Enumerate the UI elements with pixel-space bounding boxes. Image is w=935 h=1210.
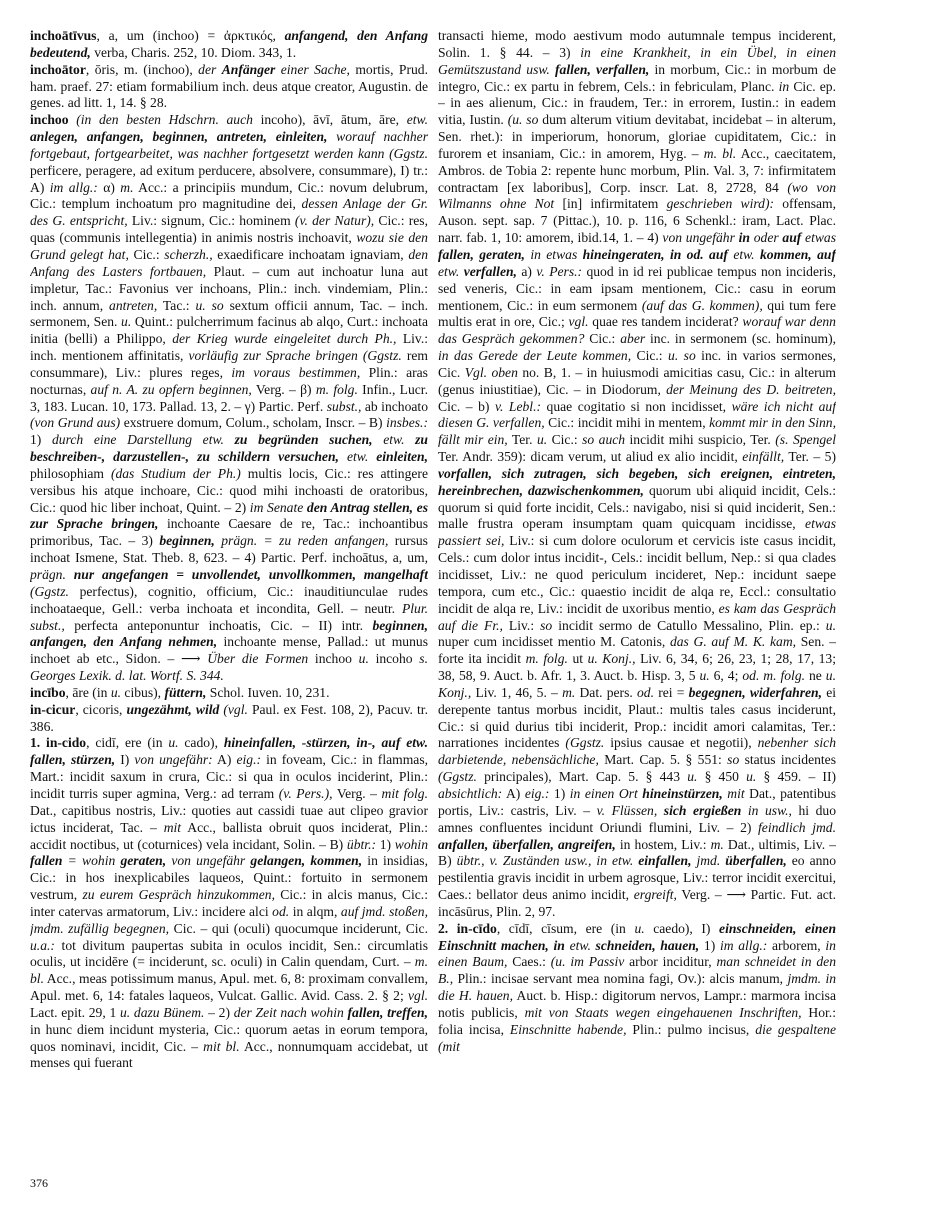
entry-text: u.	[699, 668, 710, 684]
entry-text: Plin.: incisae servant mea nomina fagi, Ov.): alcis manum,	[453, 971, 788, 987]
entry-text: geraten,	[120, 853, 167, 869]
entry-text: Sen. – forte ita incidit	[438, 634, 836, 667]
entry-text: in hostem, Liv.:	[615, 836, 711, 852]
entry-text: von ungefähr	[166, 853, 251, 869]
entry-text: u.	[634, 920, 645, 936]
entry-text: u.	[358, 651, 369, 667]
entry-text: mit bl.	[203, 1038, 240, 1054]
dictionary-entry	[438, 921, 836, 1056]
entry-text: (v. der Natur),	[294, 213, 375, 229]
entry-text: Anfänger	[221, 61, 276, 77]
entry-text: aber	[620, 331, 646, 347]
entry-text: vorläufig zur Sprache bringen (Ggstz.	[188, 348, 402, 364]
entry-text: u.	[536, 432, 548, 448]
entry-text: absichtlich:	[438, 785, 503, 801]
entry-text: zu eurem Gespräch hinzukommen,	[82, 887, 275, 903]
entry-text: α)	[97, 179, 121, 195]
entry-text: ei derepente tantus morbus incidit, Plaut.: multis tales casus inciderunt, Cic.: si quid durius tibi inciderit, Prop.: incidit amori calamitas, Ter.: narrationes incidentes	[438, 684, 836, 751]
entry-text: in usw.,	[741, 802, 792, 818]
entry-text: 1)	[30, 432, 52, 448]
entry-text: mit	[722, 785, 745, 801]
entry-text: auf jmd. stoßen, jmdm. zufällig begegnen,	[30, 903, 428, 936]
entry-text: v. Lebl.:	[494, 398, 542, 414]
entry-text: § 450	[697, 769, 747, 785]
entry-text: so auch	[582, 432, 626, 448]
entry-text: insbes.:	[386, 415, 428, 431]
entry-text: Verg. – β)	[251, 381, 316, 397]
entry-text: feindlich jmd.	[758, 819, 836, 835]
entry-text: Cic. – b)	[438, 398, 495, 414]
entry-text: in einen Ort	[569, 785, 643, 801]
left-column	[30, 28, 428, 1178]
entry-text: perfectus), cognitio, officium, Cic.: inauditiunculae rudes inchoataeque, Gell.: verba inchoata et incondita, Gell. – neutr.	[30, 583, 428, 616]
entry-text: A)	[212, 752, 237, 768]
entry-text: wäre ich nicht auf diesen G. verfallen,	[438, 398, 836, 431]
entry-text: etw.	[372, 432, 416, 448]
entry-text: Cic. – qui (oculi) quocumque inciderunt, Cic.	[169, 920, 428, 936]
entry-text: zu beschreiben-, darzustellen-, zu schildern versuchen,	[30, 432, 428, 465]
entry-text: transacti hieme, modo aestivum modo autumnale tempus inciderent, Solin. 1. § 44. – 3)	[438, 28, 836, 60]
entry-text: mortis, Prud. ham. praef. 27: etiam formabilium inch. deus atque creator, Augustin. de genes. ad litt. 1, 14. § 28.	[30, 61, 428, 111]
entry-text: a)	[516, 263, 537, 279]
entry-text: m.	[120, 179, 134, 195]
entry-text: (s. Spengel	[775, 432, 836, 448]
dictionary-entry	[30, 62, 428, 113]
entry-text: oder	[749, 230, 783, 246]
entry-text: od.	[636, 684, 654, 700]
entry-text: Plur. subst.,	[30, 600, 428, 633]
entry-text: mit	[163, 819, 182, 835]
entry-text: eig.:	[524, 785, 550, 801]
entry-text: incidit mihi suspicio, Ter.	[625, 432, 776, 448]
entry-text: man schneidet in den B.,	[438, 954, 836, 987]
entry-text: verba, Charis. 252, 10. Diom. 343, 1.	[90, 44, 297, 60]
entry-text: das G. auf M. K. kam,	[669, 634, 797, 650]
entry-text: Liv.: inch. mentionem affinitatis,	[30, 331, 428, 364]
entry-text: u.	[110, 684, 122, 700]
entry-text: (Ggstz.	[565, 735, 605, 751]
entry-text: übtr., v. Zuständen usw., in etw.	[456, 853, 639, 869]
entry-text: 1)	[699, 937, 720, 953]
entry-text: auf n. A. zu opfern beginnen,	[90, 381, 252, 397]
entry-text: von ungefähr	[662, 230, 739, 246]
entry-text: Paul. ex Fest. 108, 2), Pacuv. tr. 386.	[30, 701, 428, 734]
entry-text: u. Konj.,	[438, 668, 836, 700]
dictionary-entry	[30, 28, 428, 62]
entry-text: anlegen, anfangen, beginnen, antreten, einleiten,	[30, 129, 328, 145]
entry-text: Auct. b. Hisp.: digitorum nervos, Lampr.: marmora incisa notis publicis,	[438, 988, 836, 1020]
entry-text: Dat., patentibus portis, Liv.: castris, Liv. –	[438, 785, 836, 818]
entry-text: ergreift,	[633, 887, 677, 903]
entry-text: u.a.:	[30, 937, 55, 953]
entry-text: arbor inciditur,	[624, 954, 717, 970]
entry-text: fallen, verfallen,	[555, 61, 650, 77]
entry-text: geschrieben wird):	[666, 196, 774, 212]
entry-text: u.	[825, 617, 836, 633]
entry-text: (u. im Passiv	[550, 954, 625, 970]
entry-text: od.	[272, 903, 290, 919]
lemma-headword: 2. in-cīdo	[438, 920, 497, 936]
entry-text: Liv.: si cum dolore oculorum et cervicis iste casus incidit, Cels.: cum dolor intus incidit-, Cels.: incidit bellum, Nep.: si qua clades incidisset, Liv.: ne quod periculum incideret, Nep.: incidunt saepe tempora, cum etc., Cic.: quaestio incidit de alqa re, Eccl.: consultatio incidit de alqa re, Liv.: incidit de uxoribus mentio,	[438, 533, 836, 616]
entry-text: Verg. – ⟶ Partic. Fut. act. incāsūrus, Plin. 2, 97.	[438, 887, 836, 919]
entry-text: von ungefähr:	[134, 752, 213, 768]
entry-text: Tac.:	[157, 297, 196, 313]
entry-text: offensam, Auson. sept. sap. 7 (Pittac.), 10. p. 116, 6 Schenkl.: iram, Lact. Plac. narr. fab. 1, 10: amorem, ibid.14, 1. – 4)	[438, 196, 836, 246]
entry-text: Ter. Andr. 359): dicam verum, ut aliud ex alio incidit,	[438, 449, 743, 465]
entry-text: qui tum fere multis erat in ore, Cic.;	[438, 297, 836, 330]
entry-text: nur angefangen = unvollendet, unvollkommen, mangelhaft	[73, 567, 428, 582]
entry-text: eig.:	[236, 752, 262, 768]
entry-text: die gespaltene (mit	[438, 1021, 836, 1054]
entry-text: (u. so	[507, 112, 539, 128]
entry-text: Schol. Iuven. 10, 231.	[206, 684, 330, 700]
entry-text: subst.,	[326, 398, 362, 414]
entry-text: hineingeraten, in od. auf	[582, 246, 728, 262]
dictionary-entry	[30, 702, 428, 736]
entry-text: m.	[562, 684, 576, 700]
entry-text: Cic.: in alcis manus, Cic.: inter catervas armatorum, Liv.: incidere alci	[30, 887, 428, 919]
entry-text: mit folg.	[381, 785, 428, 801]
entry-text: Dat., capitibus nostris, Liv.: quoties aut cassidi tuae aut clipeo gravior ictus inciderat, Tac. –	[30, 802, 428, 835]
entry-text: , ōris, m. (inchoo),	[85, 61, 199, 77]
entry-text: fallen, treffen,	[347, 1004, 428, 1020]
entry-text: der Meinung des D. beitreten,	[666, 381, 836, 397]
entry-text: überfallen,	[725, 853, 787, 869]
entry-text: incoho	[368, 651, 420, 667]
entry-text: einfällt,	[742, 449, 785, 465]
entry-text: in	[738, 230, 750, 246]
entry-text: inchoante mense, Pallad.: ut munus inchoet ab etc., Sidon. – ⟶	[30, 634, 428, 667]
entry-text: anfallen, überfallen, angreifen,	[438, 836, 616, 852]
entry-text: anfangend, den Anfang bedeutend,	[30, 28, 428, 60]
entry-text: tot divitum paupertas subita in oculos incidit, Sen.: circumlatis oculis, ut incidēre (= inciderunt, sc. oculi) in Calin quendam, Curt. –	[30, 937, 428, 970]
entry-text: 1)	[376, 836, 395, 852]
entry-text: 1)	[549, 785, 570, 801]
entry-text: Plaut. – cum aut inchoatur luna aut impletur, Tac.: Favonius ver inchoans, Plin.: inch. vindemiam, Plin.: inch. annum,	[30, 263, 428, 313]
entry-text: ab inchoato	[361, 398, 428, 414]
entry-text: einschneiden, einen Einschnitt machen, in	[438, 920, 836, 953]
entry-text: inc. in varios sermones, Cic.	[438, 348, 836, 380]
dictionary-entry	[438, 28, 836, 921]
entry-text: prägn. = zu reden anfangen,	[214, 533, 389, 549]
entry-text: exstruere domum, Colum., scholam, Inscr. – B)	[120, 415, 387, 431]
dictionary-entry	[30, 735, 428, 1072]
entry-text: der	[198, 61, 222, 77]
entry-text: A)	[502, 785, 525, 801]
entry-text: (v. Pers.),	[278, 785, 333, 801]
entry-text: Cic.:	[631, 348, 669, 364]
entry-text: quod in id rei publicae tempus non incideris, sed veneris, Cic.: in eam ipsam mentionem, Cic.: casu in eorum mentionem, Cic.: in eum sermonem	[438, 263, 836, 313]
entry-text: (vgl.	[219, 701, 248, 717]
entry-text: etwas passiert sei,	[438, 516, 836, 549]
entry-text: (Ggstz.	[30, 583, 69, 599]
entry-text: I)	[115, 752, 135, 768]
entry-text: Plin.: aras nocturnas,	[30, 364, 428, 397]
entry-text: u. so	[668, 348, 696, 364]
entry-text: beginnen, anfangen, den Anfang nehmen,	[30, 617, 428, 650]
entry-text: fallen	[30, 853, 63, 869]
entry-text: quae cogitatio si non incidisset,	[541, 398, 732, 414]
entry-text: u.	[746, 769, 757, 785]
entry-text: Cic.:	[547, 432, 583, 448]
entry-text: v. Pers.:	[536, 263, 583, 279]
entry-text: Acc., caecitatem, Ambros. de Tobia 2: repente hunc morbum, Plin. Val. 3, 7: infirmitatem contractam [ex laboribus], Corp. inscr. Lat. 8, 2728, 84	[438, 145, 836, 195]
entry-text: im Senate	[249, 499, 307, 515]
dictionary-page	[30, 28, 905, 1188]
entry-text: Liv. 1, 46, 5. –	[471, 684, 563, 700]
entry-text: Acc., ballista obruit quos inciderat, Plin.: accidit noctibus, ut (coturnices) vela incidant, Solin. – B)	[30, 819, 428, 852]
entry-text: es kam das Gespräch auf die Fr.,	[438, 600, 836, 633]
entry-text: – 2)	[204, 1004, 234, 1020]
entry-text: etw.	[438, 263, 464, 279]
entry-text: cado),	[178, 735, 224, 751]
entry-text: m. folg.	[525, 651, 568, 667]
entry-text: principales), Mart. Cap. 5. § 443	[476, 769, 688, 785]
entry-text: scherzh.,	[164, 246, 213, 262]
entry-text: der Zeit nach wohin	[233, 1004, 348, 1020]
entry-text: den Antrag stellen, es zur Sprache bringen,	[30, 499, 428, 532]
entry-text: quorum ubi aliquid incidit, Cels.: quorum si quid forte incidit, Cels.: navigabo, nisi si quid inciderit, Sen.: malle frustra operam insumptam quam quicquam incidisse,	[438, 482, 836, 532]
entry-text: in etwas	[524, 246, 583, 262]
entry-text: der Krieg wurde eingeleitet durch Ph.,	[172, 331, 397, 347]
entry-text: u. so	[195, 297, 224, 313]
entry-text: u.	[687, 769, 698, 785]
entry-text: quae res tandem inciderat?	[588, 314, 743, 330]
entry-text: antreten,	[109, 297, 158, 313]
entry-text: caedo), I)	[644, 920, 720, 936]
entry-text: 6, 4;	[709, 668, 743, 684]
entry-text: Quint.: pulcherrimum facinus ab alqo, Curt.: inchoata initia (belli) a Philippo,	[30, 314, 428, 347]
entry-text: perfecta anteponuntur inchoatis, Cic. – II) intr.	[64, 617, 373, 633]
entry-text: Cic.:	[128, 246, 165, 262]
lemma-headword: incībo	[30, 684, 66, 700]
entry-text: Über die Formen	[207, 651, 309, 667]
entry-text: dessen Anlage der Gr. des G. entspricht,	[30, 196, 428, 229]
entry-text: u.	[168, 735, 179, 751]
entry-text: Liv.: signum, Cic.: hominem	[127, 213, 295, 229]
entry-text: kommen, auf	[759, 246, 836, 262]
entry-text: s. Georges Lexik. d. lat. Wortf. S. 344.	[30, 651, 428, 684]
entry-text: sich ergießen	[663, 802, 742, 818]
entry-text: status incidentes	[739, 752, 836, 768]
entry-text: ungezähmt, wild	[126, 701, 220, 717]
entry-text: m.	[710, 836, 724, 852]
entry-text: Cic.:	[584, 331, 621, 347]
lemma-headword: inchoo	[30, 112, 69, 128]
entry-text: (von Grund aus)	[30, 415, 121, 431]
entry-text: in morbum, Cic.: in morbum de integro, Cic.: ex partu in febrem, Cels.: in febriculam, Planc.	[438, 61, 836, 94]
entry-text: füttern,	[164, 684, 207, 700]
entry-text: ipsius causae et negotii),	[604, 735, 758, 751]
page-number: 376	[30, 1176, 48, 1190]
entry-text: Ter. – 5)	[784, 449, 836, 465]
entry-text: kommt mir in den Sinn, fällt mir ein,	[438, 415, 836, 448]
entry-text: u.	[121, 314, 132, 330]
entry-text: no. B, 1. – in huiusmodi amicitias casu, Cic.: in alterum (genus iniustitiae), Cic. – in Diodorum,	[438, 364, 836, 397]
entry-text: Acc., nonnumquam accidebat, ut menses qui fuerant	[30, 1038, 428, 1071]
entry-text: jmdm. in die H. hauen,	[438, 971, 836, 1004]
entry-text: incidit sermo de Catullo Messalino, Plin. ep.:	[552, 617, 826, 633]
entry-text: zu begründen suchen,	[234, 432, 373, 448]
entry-text: in insidias, Cic.: in hos inexplicabiles laqueos, Quint.: fortuito in sermonem vestrum,	[30, 853, 428, 903]
entry-text: so	[727, 752, 740, 768]
entry-text: begegnen, widerfahren,	[688, 684, 822, 700]
entry-text: rursus inchoat Ismene, Stat. Theb. 8, 623. – 4) Partic. Perf. inchoātus, a, um,	[30, 533, 428, 566]
entry-text: dum alterum vitium devitabat, incidebat – in alterum, Sen. rhet.): in imperiorum, honorum, gloriae cupiditatem, Cic.: in furorem et insaniam, Cic.: in amorem, Hyg. –	[438, 112, 836, 161]
entry-text: ne	[805, 668, 826, 684]
lemma-headword: inchoātor	[30, 61, 86, 77]
entry-text: exaedificare inchoatam ignaviam,	[212, 246, 409, 262]
entry-text: durch eine Darstellung etw.	[51, 432, 235, 448]
entry-text: in	[778, 78, 790, 94]
entry-text: wozu sie den Grund gelegt hat,	[30, 230, 428, 262]
entry-text: (in den besten Hdschrn. auch	[68, 112, 253, 128]
entry-text: Dat., ultimis, Liv. – B)	[438, 836, 836, 869]
entry-text: inc. in sermonem (sc. hominum),	[645, 331, 836, 347]
lemma-headword: 1. in-cido	[30, 735, 87, 751]
entry-text: beginnen,	[159, 533, 215, 549]
entry-text: Cic. ep. – in aes alienum, Cic.: in fraudem, Ter.: in errorem, Iustin.: in eadem vitia, Iustin.	[438, 78, 836, 128]
entry-text: einleiten,	[376, 449, 428, 465]
entry-text: nuper cum incidisset mentio M. Catonis,	[438, 634, 670, 650]
entry-text: vgl.	[568, 314, 589, 330]
entry-text: gelangen, kommen,	[250, 853, 363, 869]
entry-text: Acc., meas potissimum manus, Apul. met. 6, 8: proximam convallem, Apul. met. 6, 14: fatales laqueos, Vulcat. Gallic. Avid. Cass. 2. § 2;	[30, 971, 428, 1004]
entry-text: hineinfallen, -stürzen, in-, auf etw. fallen, stürzen,	[30, 735, 428, 768]
entry-text: vorfallen, sich zutragen, sich begeben, sich ereignen, eintreten, hereinbrechen, dazwischenkommen,	[438, 465, 836, 498]
entry-text: Lact. epit. 29, 1	[30, 1004, 120, 1020]
entry-text: m. bl.	[30, 954, 428, 987]
entry-text: Liv.:	[502, 617, 541, 633]
entry-text: (auf das G. kommen),	[641, 297, 763, 313]
entry-text: Ter.	[507, 432, 537, 448]
entry-text: ut	[567, 651, 588, 667]
entry-text: eo anno pestilentia gravis incidit in urbem agrosque, Liv.: terror incidit exercitui, Caes.: bellator deus animo incidit,	[438, 853, 836, 903]
entry-text: rem consummare), Liv.: plures reges,	[30, 348, 428, 380]
entry-text: prägn.	[30, 567, 74, 582]
entry-text: od. m. folg.	[742, 668, 806, 684]
entry-text: incoho), āvī, ātum, āre,	[252, 112, 407, 128]
entry-text: etw.	[338, 449, 377, 465]
entry-text: inchoo	[308, 651, 359, 667]
entry-text: Caes.:	[507, 954, 551, 970]
entry-text: einfallen,	[638, 853, 692, 869]
entry-text: schneiden, hauen,	[595, 937, 700, 953]
entry-text: Einschnitte habende,	[509, 1021, 627, 1037]
entry-text: in alqm,	[289, 903, 341, 919]
entry-text: rei =	[653, 684, 689, 700]
entry-text: Hor.: folia incisa,	[438, 1004, 836, 1037]
entry-text: arborem,	[767, 937, 826, 953]
entry-text: wohin	[394, 836, 428, 852]
entry-text: , cīdī, cīsum, ere (in	[496, 920, 635, 936]
entry-text: etwas	[801, 230, 836, 246]
entry-text: im allg.:	[719, 937, 768, 953]
entry-text: nebenher sich darbietende, nebensächliche,	[438, 735, 836, 768]
entry-text: in das Gerede der Leute kommen,	[438, 348, 632, 364]
entry-text: u. Konj.,	[587, 651, 636, 667]
entry-text: Infin., Lucr. 3, 183. Lucan. 10, 173. Pallad. 13, 2. – γ) Partic. Perf.	[30, 381, 428, 414]
entry-text: so	[540, 617, 553, 633]
entry-text: v. Flüssen,	[596, 802, 664, 818]
entry-text: im voraus bestimmen,	[231, 364, 361, 380]
entry-text: sextum officii annum, Tac. – inch. sermonem, Sen.	[30, 297, 428, 330]
entry-text: Verg. –	[332, 785, 382, 801]
entry-text: multis locis, Cic.: res attingere versibus his atque inchoare, Cic.: quod mihi inchoasti de oratoribus, Cic.: quod hic liber inchoat, Quint. – 2)	[30, 465, 428, 515]
entry-text: Cic.: incidit mihi in mentem,	[544, 415, 710, 431]
entry-text: mit von Staats wegen eingehauenen Inschriften,	[524, 1004, 802, 1020]
entry-text: Vgl. oben	[464, 364, 518, 380]
entry-text: (das Studium der Ph.)	[110, 465, 241, 481]
entry-text: § 459. – II)	[756, 769, 836, 785]
entry-text: , cicoris,	[75, 701, 127, 717]
entry-text: Dat. pers.	[575, 684, 637, 700]
entry-text: fallen, geraten,	[438, 246, 525, 262]
lemma-headword: inchoātīvus	[30, 28, 97, 43]
entry-text: etw.	[727, 246, 760, 262]
entry-text: übtr.:	[346, 836, 377, 852]
entry-text: m. folg.	[315, 381, 358, 397]
entry-text: in einen Baum,	[438, 937, 836, 970]
entry-text: (wo von Wilmanns ohne Not	[438, 179, 836, 212]
entry-text: Plin.: pulmo incisus,	[626, 1021, 756, 1037]
entry-text: in hunc diem incidunt mysteria, Cic.: quorum aetas in eorum tempora, quos nominavi, incidit, Cic. –	[30, 1021, 428, 1054]
entry-text: inchoante Caesare de re, Tac.: inchoantibus primoribus, Tac. – 3)	[30, 516, 428, 549]
entry-text: m. bl.	[703, 145, 737, 161]
entry-text: [in] infirmitatem	[554, 196, 667, 212]
entry-text: einer Sache,	[275, 61, 350, 77]
entry-text: worauf war denn das Gespräch gekommen?	[438, 314, 836, 347]
entry-text: etw.	[564, 937, 596, 953]
right-column	[438, 28, 836, 1178]
entry-text: jmd.	[691, 853, 726, 869]
lemma-headword: in-cicur	[30, 701, 76, 717]
entry-text: philosophiam	[30, 465, 111, 481]
entry-text: perficere, peragere, ad exitum perducere, absolvere, consummare), I) tr.: A)	[30, 162, 428, 195]
dictionary-entry	[30, 685, 428, 702]
entry-text: verfallen,	[463, 263, 517, 279]
entry-text: u. dazu Bünem.	[119, 1004, 205, 1020]
entry-text: hi duo amnes confluentes incidunt Oriundi flumini, Liv. – 2)	[438, 802, 836, 835]
entry-text: = wohin	[62, 853, 121, 869]
entry-text: (Ggstz.	[438, 769, 477, 785]
entry-text: im allg.:	[49, 179, 98, 195]
dictionary-entry	[30, 112, 428, 685]
entry-text: in eine Krankheit, in ein Übel, in einen Gemütszustand usw.	[438, 44, 836, 77]
entry-text: hineinstürzen,	[642, 785, 723, 801]
entry-text: , a, um (inchoo) = ἀρκτικός,	[96, 28, 285, 43]
entry-text: auf	[782, 230, 802, 246]
entry-text: Cic.: res, quas (communis intellegentia) in animis nostris inchoavit,	[30, 213, 428, 246]
entry-text: in foveam, Cic.: in flammas, Mart.: incidit saxum in crura, Cic.: si qua in oculos inciderint, Plin.: incidit turris super agmina, Verg.: ad terram	[30, 752, 428, 801]
entry-text: , cidī, ere (in	[86, 735, 169, 751]
entry-text: den Anfang des Lasters fortbauen,	[30, 246, 428, 279]
entry-text: vgl.	[407, 988, 428, 1004]
entry-text: Acc.: a principiis mundum, Cic.: novum delubrum, Cic.: templum inchoatum pro magnitudine dei,	[30, 179, 428, 212]
entry-text: , āre (in	[65, 684, 111, 700]
entry-text: Mart. Cap. 5. § 551:	[598, 752, 728, 768]
entry-text: worauf nachher fortgebaut, fortgearbeitet, was nachher fortgesetzt werden kann (Ggstz.	[30, 129, 428, 161]
entry-text: cibus),	[121, 684, 165, 700]
entry-text: Liv. 6, 34, 6; 26, 23, 1; 28, 17, 13; 38, 58, 9. Auct. b. Afr. 1, 3. Auct. b. Hisp. 3, 5	[438, 651, 836, 684]
entry-text: etw.	[406, 112, 428, 128]
